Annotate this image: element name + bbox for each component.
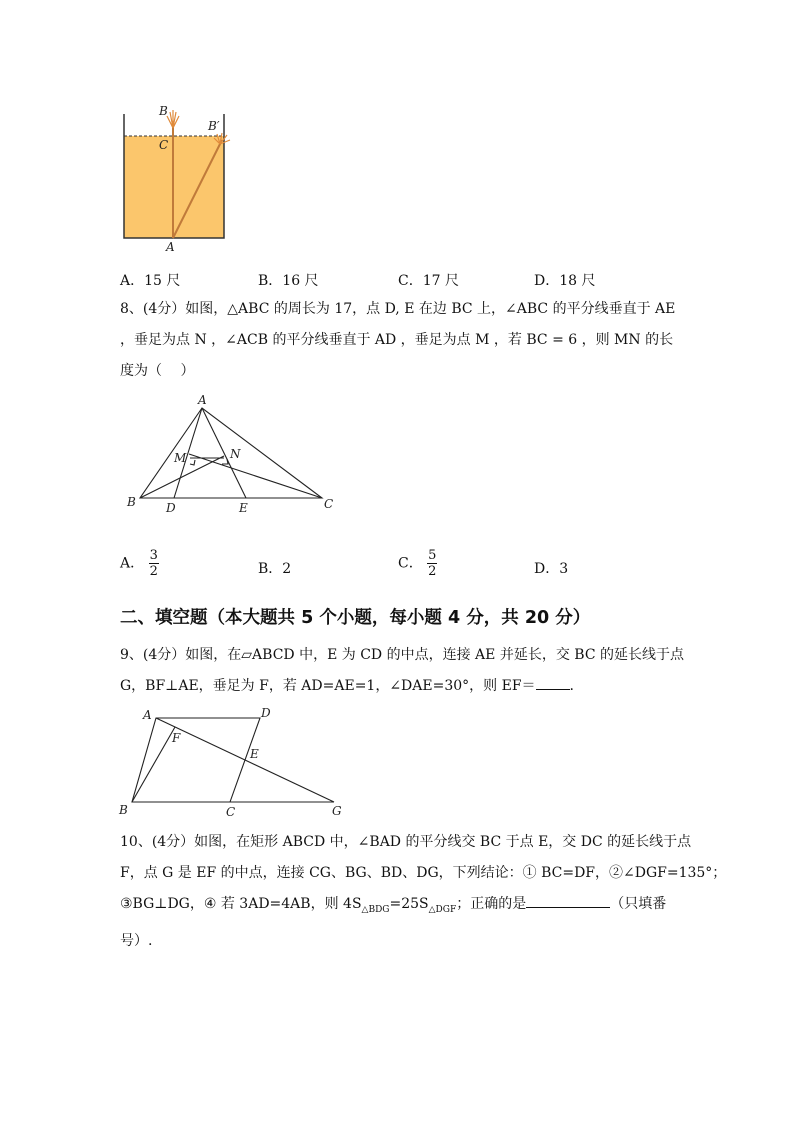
option-d[interactable]: D．18 尺 [534, 273, 596, 289]
option-c[interactable]: C．17 尺 [398, 273, 459, 289]
label-a: A [143, 708, 152, 722]
label-c: C [226, 805, 236, 819]
option-b[interactable]: B．16 尺 [258, 273, 319, 289]
answer-blank-q10[interactable] [526, 895, 610, 908]
q10-line-3: ③BG⊥DG，④ 若 3AD=4AB，则 $4S_{\triangle BDG}=25S_{\triangle DGF}$；正确的是 （只填番 [120, 896, 667, 915]
q8-line-3: 度为（ ） [120, 363, 195, 379]
fraction-three-halves: $\frac{3}{2}$ [149, 548, 158, 579]
q10-line-4: 号）. [120, 932, 153, 949]
label-a: A [198, 393, 207, 407]
label-b-prime: B′ [208, 119, 220, 133]
label-g: G [332, 804, 342, 818]
q8-line-2: ，垂足为点 N ，∠ACB 的平分线垂直于 AD ，垂足为点 M ，若 BC = 6 ，则 MN 的长 [120, 332, 674, 348]
label-c: C [159, 138, 169, 152]
right-angle-n [222, 459, 228, 464]
option-d[interactable]: D．3 [534, 561, 569, 577]
label-d: D [166, 501, 176, 515]
segment-bf [132, 727, 175, 802]
option-a[interactable]: A．15 尺 [120, 273, 181, 289]
label-e: E [239, 501, 248, 515]
options-q8 [120, 548, 680, 588]
figure-q9 [116, 704, 350, 818]
flower-icon-vertical [167, 110, 179, 128]
option-a[interactable]: A． $\frac{3}{2}$ [120, 548, 158, 579]
line-ag [156, 718, 334, 802]
option-c[interactable]: C． $\frac{5}{2}$ [398, 548, 437, 579]
q10-line-1: 10、(4分）如图，在矩形 ABCD 中，∠BAD 的平分线交 BC 于点 E，交 DC 的延长线于点 [120, 834, 692, 850]
fraction-five-halves: $\frac{5}{2}$ [428, 548, 437, 579]
answer-blank-q9[interactable] [536, 677, 570, 690]
option-b[interactable]: B．2 [258, 561, 292, 577]
label-b: B [127, 495, 136, 509]
parallelogram-abcd [132, 718, 260, 802]
q10-line-2: F，点 G 是 EF 的中点，连接 CG、BG、BD、DG，下列结论：① BC=DF，②∠DGF=135°； [120, 865, 727, 881]
question-10 [120, 827, 727, 957]
options-q7 [120, 270, 680, 294]
q9-line-1: 9、(4分）如图，在▱ABCD 中，E 为 CD 的中点，连接 AE 并延长，交 BC 的延长线于点 [120, 647, 684, 663]
q8-line-1: 8、(4分）如图，△ABC 的周长为 17，点 D, E 在边 BC 上，∠ABC 的平分线垂直于 AE [120, 301, 676, 317]
question-8 [120, 294, 680, 387]
question-9 [120, 640, 684, 702]
bisector-c [189, 454, 322, 498]
label-a: A [166, 240, 175, 254]
q9-line-2: G，BF⊥AE，垂足为 F，若 AD=AE=1，∠DAE=30°，则 EF＝ . [120, 678, 574, 694]
figure-q8 [124, 394, 344, 518]
figure-q7 [110, 98, 240, 254]
label-d: D [261, 706, 271, 720]
label-e: E [250, 747, 259, 761]
label-c: C [324, 497, 334, 511]
right-angle-m [190, 460, 195, 465]
label-m: M [174, 451, 187, 465]
label-f: F [172, 731, 181, 745]
section-title: 二、填空题（本大题共 5 个小题，每小题 4 分，共 20 分） [120, 608, 591, 628]
label-n: N [230, 447, 241, 461]
label-b: B [159, 104, 168, 118]
label-b: B [119, 803, 128, 817]
